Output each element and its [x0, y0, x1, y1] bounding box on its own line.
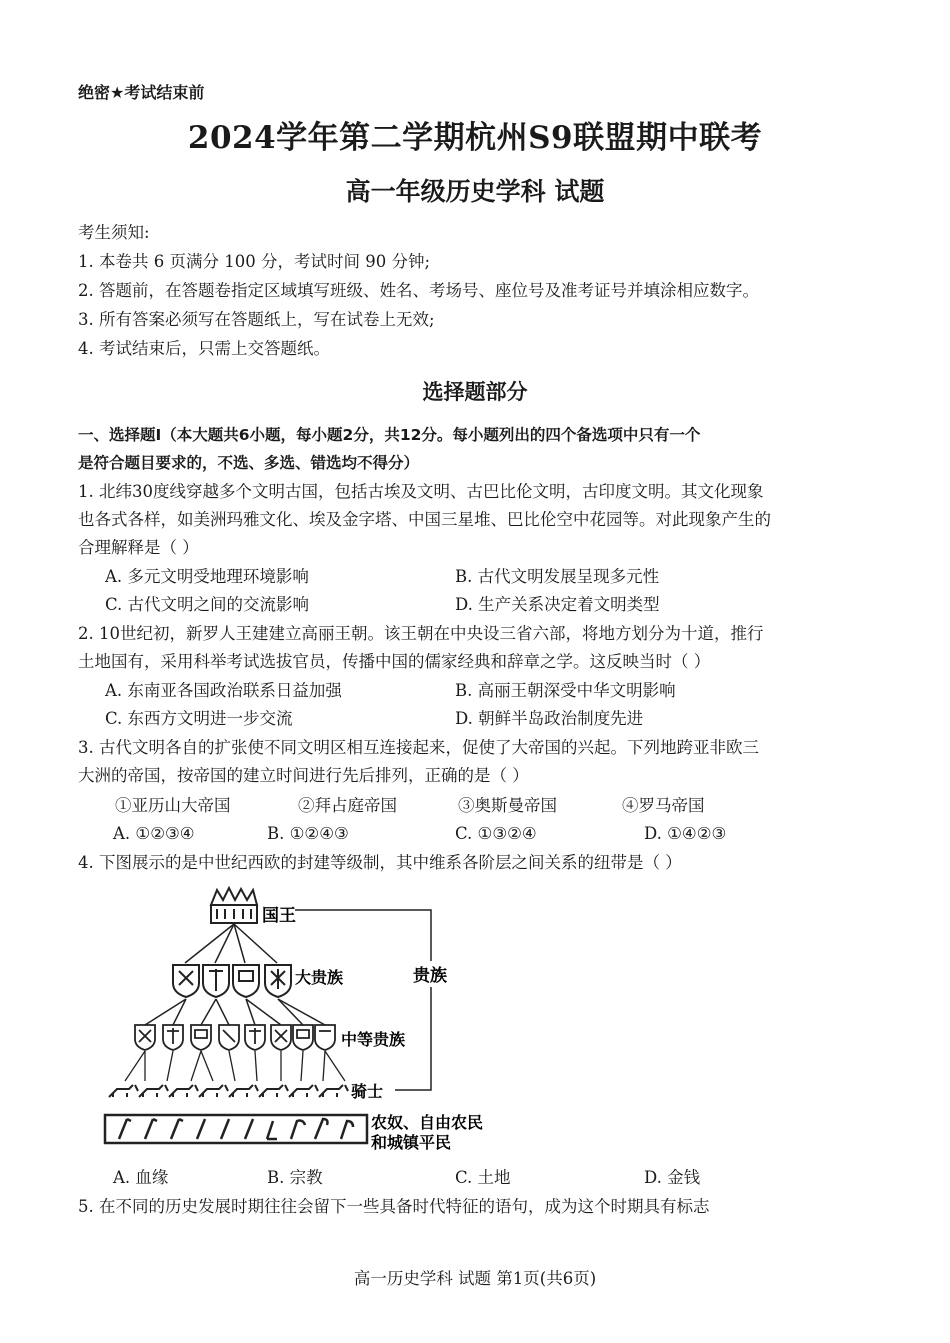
- connector-lines: [125, 1051, 345, 1081]
- question-3-item: ③奥斯曼帝国: [458, 796, 557, 815]
- part-instructions: 一、选择题Ⅰ（本大题共6小题，每小题2分，共12分。每小题列出的四个备选项中只有一个: [78, 426, 701, 444]
- question-4-option-c: C. 土地: [455, 1168, 511, 1187]
- exam-title: 2024学年第二学期杭州S9联盟期中联考: [187, 120, 763, 156]
- question-2-option-a: A. 东南亚各国政治联系日益加强: [105, 681, 342, 700]
- question-3-text: 大洲的帝国，按帝国的建立时间进行先后排列，正确的是（ ）: [78, 766, 529, 785]
- connector-lines: [145, 999, 325, 1025]
- notice-item: 4. 考试结束后，只需上交答题纸。: [78, 339, 330, 358]
- question-5-text: 5. 在不同的历史发展时期往往会留下一些具备时代特征的语句，成为这个时期具有标志: [78, 1197, 710, 1216]
- question-1-option-b: B. 古代文明发展呈现多元性: [455, 567, 660, 586]
- section-title: 选择题部分: [422, 380, 528, 404]
- peasants-label-line1: 农奴、自由农民: [371, 1113, 484, 1132]
- middle-nobles-label: 中等贵族: [341, 1030, 406, 1049]
- notice-heading: 考生须知:: [78, 223, 150, 242]
- question-3-option-c: C. ①③②④: [455, 824, 537, 843]
- question-4-option-b: B. 宗教: [267, 1168, 323, 1187]
- question-3-option-a: A. ①②③④: [113, 824, 195, 843]
- question-3-text: 3. 古代文明各自的扩张使不同文明区相互连接起来，促使了大帝国的兴起。下列地跨亚非欧三: [78, 738, 759, 757]
- question-3-option-b: B. ①②④③: [267, 824, 349, 843]
- king-label: 国王: [262, 906, 296, 926]
- exam-subtitle: 高一年级历史学科 试题: [345, 177, 605, 206]
- middle-noble-shields: [135, 1025, 335, 1050]
- knight-icons: [109, 1085, 348, 1097]
- question-2-option-b: B. 高丽王朝深受中华文明影响: [455, 681, 676, 700]
- confidential-label: 绝密★考试结束前: [78, 83, 205, 102]
- question-2-option-d: D. 朝鲜半岛政治制度先进: [455, 709, 644, 728]
- nobility-label: 贵族: [413, 966, 447, 986]
- question-2-text: 土地国有，采用科举考试选拔官员，传播中国的儒家经典和辞章之学。这反映当时（ ）: [78, 652, 711, 671]
- question-3-item: ④罗马帝国: [622, 796, 705, 815]
- question-3-item: ①亚历山大帝国: [115, 796, 231, 815]
- question-1-text: 合理解释是（ ）: [78, 538, 199, 557]
- feudal-hierarchy-diagram: [95, 885, 515, 1155]
- great-noble-shields: [173, 965, 291, 997]
- connector-lines: [185, 924, 277, 963]
- question-4-option-d: D. 金钱: [644, 1168, 701, 1187]
- question-1-option-d: D. 生产关系决定着文明类型: [455, 595, 660, 614]
- question-4-option-a: A. 血缘: [113, 1168, 169, 1187]
- question-1-option-a: A. 多元文明受地理环境影响: [105, 567, 309, 586]
- question-1-option-c: C. 古代文明之间的交流影响: [105, 595, 310, 614]
- notice-item: 2. 答题前，在答题卷指定区域填写班级、姓名、考场号、座位号及准考证号并填涂相应数字。: [78, 281, 759, 300]
- question-1-text: 也各式各样，如美洲玛雅文化、埃及金字塔、中国三星堆、巴比伦空中花园等。对此现象产生的: [78, 510, 771, 529]
- nobility-bracket: [295, 910, 431, 1090]
- peasants-box: [105, 1115, 367, 1143]
- question-1-text: 1. 北纬30度线穿越多个文明古国，包括古埃及文明、古巴比伦文明，古印度文明。其文化现象: [78, 482, 764, 501]
- knights-label: 骑士: [351, 1082, 384, 1101]
- peasants-label-line2: 和城镇平民: [371, 1133, 452, 1152]
- notice-item: 3. 所有答案必须写在答题纸上，写在试卷上无效;: [78, 310, 435, 329]
- question-3-item: ②拜占庭帝国: [298, 796, 397, 815]
- question-3-option-d: D. ①④②③: [644, 824, 727, 843]
- great-nobles-label: 大贵族: [295, 968, 344, 987]
- crown-icon: [211, 888, 257, 923]
- question-4-text: 4. 下图展示的是中世纪西欧的封建等级制，其中维系各阶层之间关系的纽带是（ ）: [78, 853, 682, 872]
- question-2-option-c: C. 东西方文明进一步交流: [105, 709, 293, 728]
- notice-item: 1. 本卷共 6 页满分 100 分，考试时间 90 分钟;: [78, 252, 431, 271]
- part-instructions: 是符合题目要求的，不选、多选、错选均不得分）: [78, 454, 420, 472]
- question-2-text: 2. 10世纪初，新罗人王建建立高丽王朝。该王朝在中央设三省六部，将地方划分为十道，推行: [78, 624, 764, 643]
- page-footer: 高一历史学科 试题 第1页(共6页): [353, 1269, 597, 1288]
